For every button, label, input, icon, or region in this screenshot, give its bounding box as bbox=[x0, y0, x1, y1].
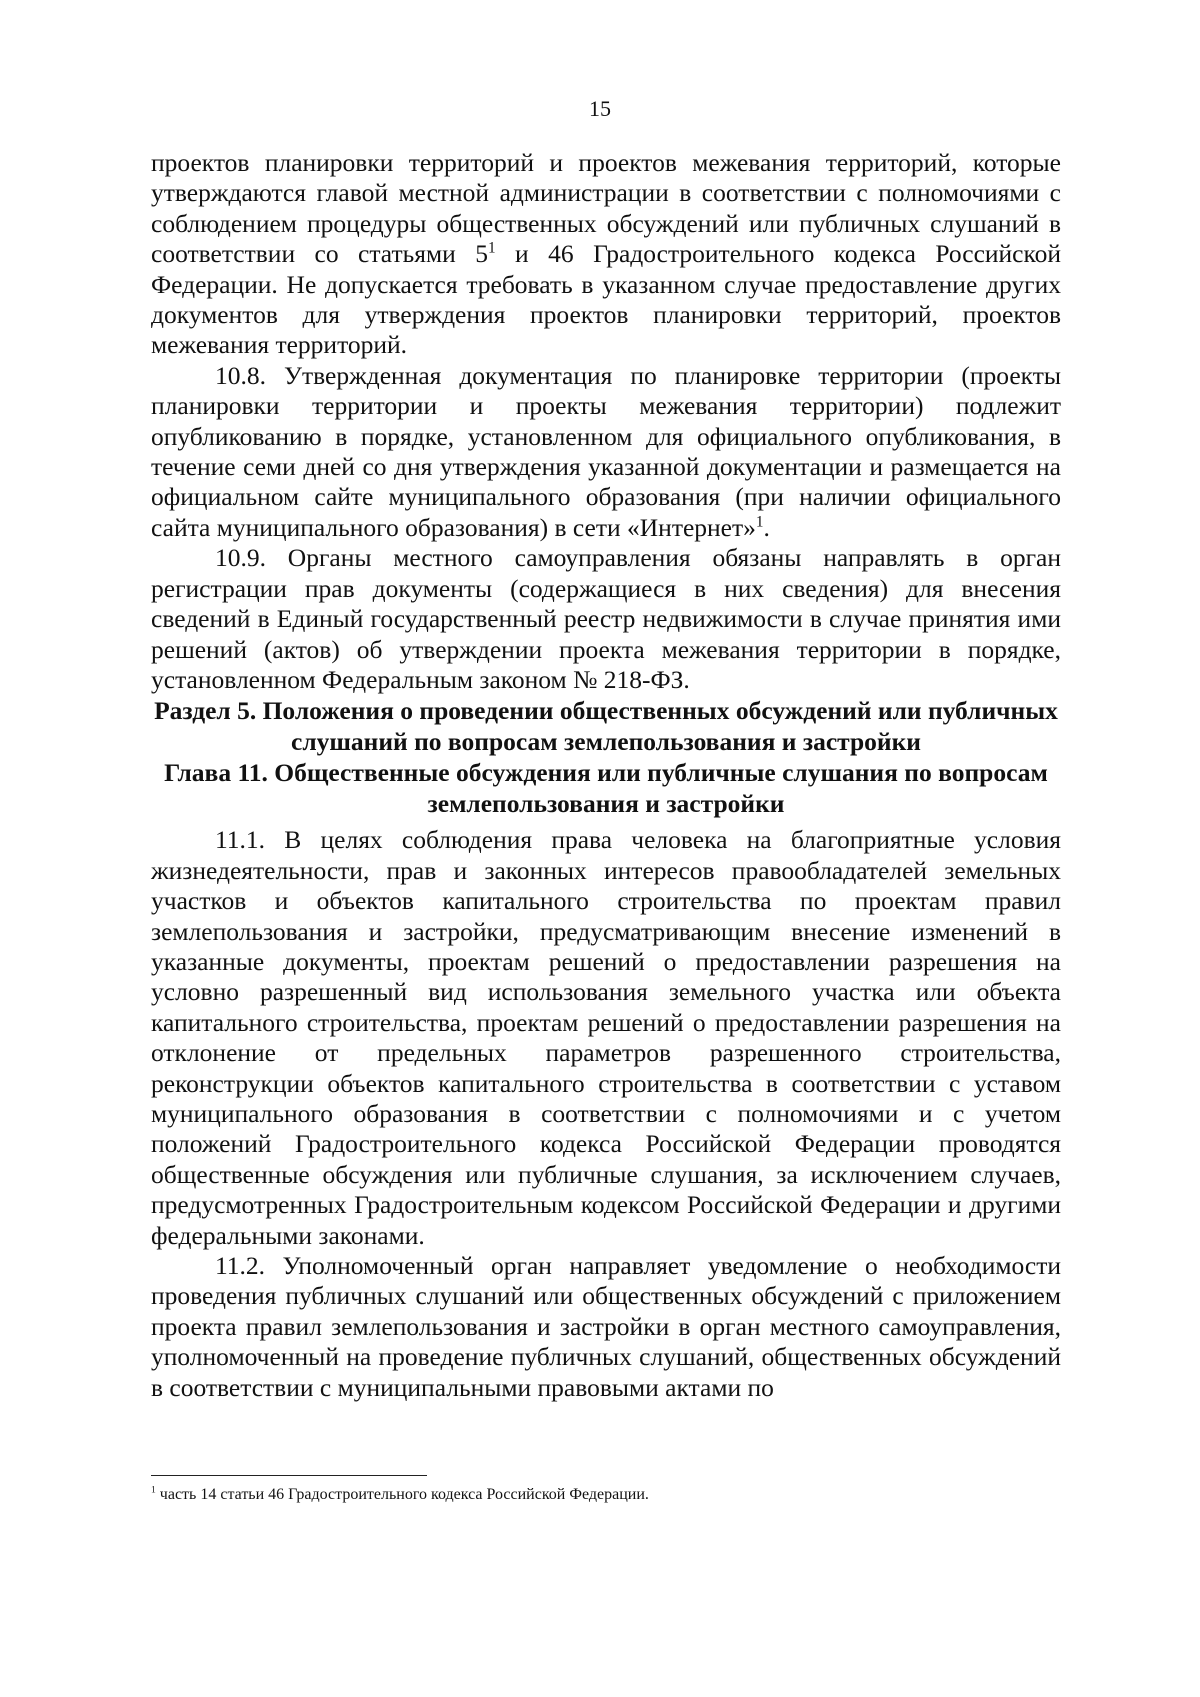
paragraph-text: и 46 Градостроительного кодекса Российской Федерации. Не допускается требовать в указанном случае предоставление других документов для утверждения проектов планировки территорий, проектов межевания территорий. bbox=[151, 239, 1061, 360]
paragraph-10-8 bbox=[151, 361, 1061, 543]
paragraph-text: . bbox=[763, 512, 770, 542]
footnote-text: часть 14 статьи 46 Градостроительного кодекса Российской Федерации. bbox=[155, 1486, 649, 1503]
footnote-ref: 1 bbox=[755, 513, 764, 531]
paragraph-10-9: 10.9. Органы местного самоуправления обязаны направлять в орган регистрации прав документы (содержащиеся в них сведения) для внесения сведений в Единый государственный реестр недвижимости в случае принятия ими решений (актов) об утверждении проекта межевания территории в порядке, установленном Федеральным законом № 218-ФЗ. bbox=[151, 543, 1061, 694]
section-title: Раздел 5. Положения о проведении общественных обсуждений или публичных слушаний по вопросам землепользования и застройки bbox=[154, 696, 1058, 757]
footnote-ref: 1 bbox=[487, 239, 496, 257]
page-number: 15 bbox=[589, 96, 611, 121]
paragraph-text: проектов планировки территорий и проектов межевания территорий, которые утверждаются главой местной администрации в соответствии с полномочиями с соблюдением процедуры общественных обсуждений или публичных слушаний в соответствии со статьями 5 bbox=[151, 148, 1061, 269]
paragraph-11-1: 11.1. В целях соблюдения права человека на благоприятные условия жизнедеятельности, прав и законных интересов правообладателей земельных участков и объектов капитального строительства по проектам правил землепользования и застройки, предусматривающим внесение изменений в указанные документы, проектам решений о предоставлении разрешения на условно разрешенный вид использования земельного участка или объекта капитального строительства, проектам решений о предоставлении разрешения на отклонение от предельных параметров разрешенного строительства, реконструкции объектов капитального строительства в соответствии с уставом муниципального образования в соответствии с полномочиями и с учетом положений Градостроительного кодекса Российской Федерации проводятся общественные обсуждения или публичные слушания, за исключением случаев, предусмотренных Градостроительным кодексом Российской Федерации и другими федеральными законами. bbox=[151, 825, 1061, 1250]
document-body bbox=[151, 148, 1061, 1403]
footnote bbox=[151, 1485, 1051, 1505]
footnote-separator bbox=[151, 1475, 427, 1476]
paragraph-text: 10.8. Утвержденная документация по планировке территории (проекты планировки территории и проекты межевания территории) подлежит опубликованию в порядке, установленном для официального опубликования, в течение семи дней со дня утверждения указанной документации и размещается на официальном сайте муниципального образования (при наличии официального сайта муниципального образования) в сети «Интернет» bbox=[151, 360, 1061, 542]
paragraph-continuation bbox=[151, 148, 1061, 361]
footnote-marker: 1 bbox=[151, 1484, 156, 1496]
paragraph-11-2: 11.2. Уполномоченный орган направляет уведомление о необходимости проведения публичных слушаний или общественных обсуждений с приложением проекта правил землепользования и застройки в орган местного самоуправления, уполномоченный на проведение публичных слушаний, общественных обсуждений в соответствии с муниципальными правовыми актами по bbox=[151, 1251, 1061, 1402]
chapter-title: Глава 11. Общественные обсуждения или публичные слушания по вопросам землепользования и застройки bbox=[164, 758, 1048, 819]
